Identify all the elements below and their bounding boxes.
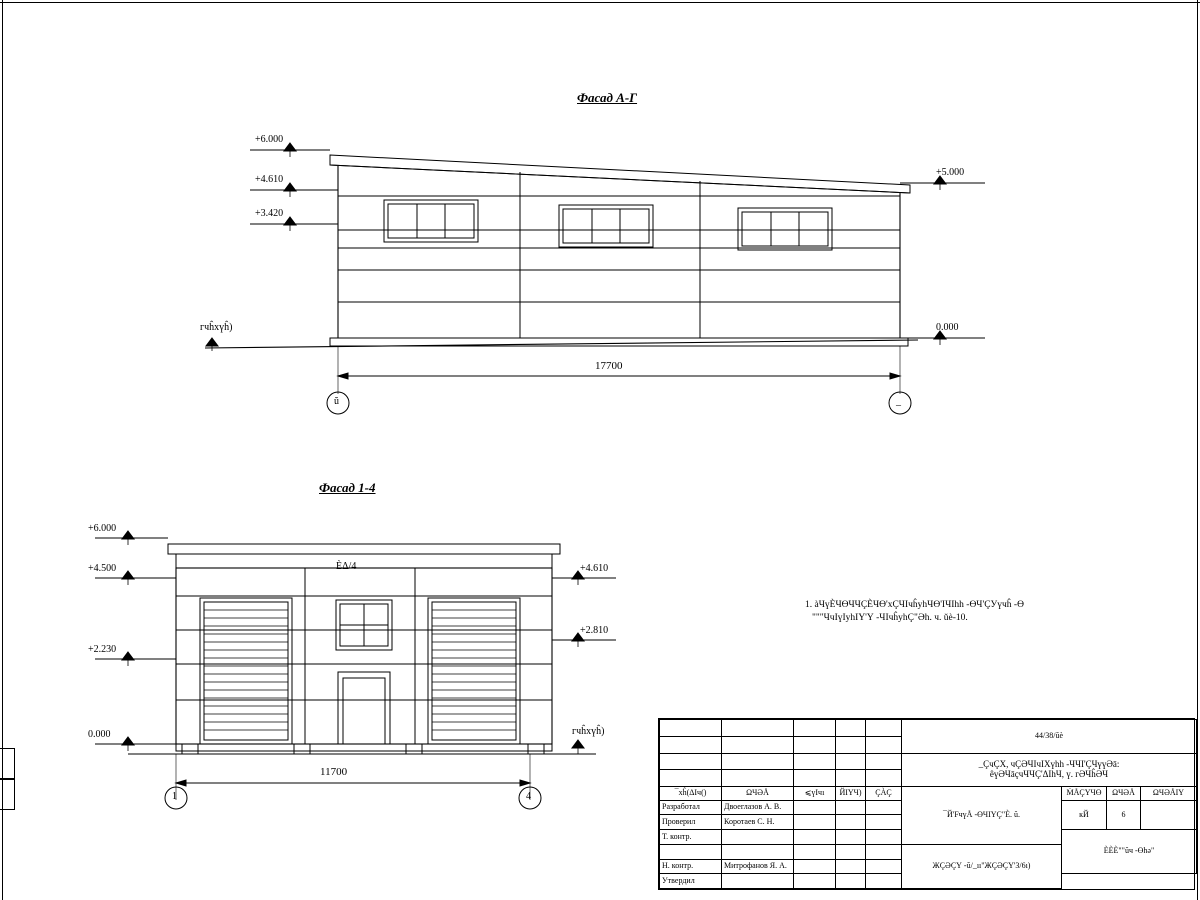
facade-14-elev-2: +4.500 — [88, 563, 117, 574]
object-name-line2: êүӘЧāçчЧЧÇ'ΔIhЧ, ү. гӘЧĥӘЧ — [989, 768, 1109, 779]
facade-14-dimension: 11700 — [320, 766, 348, 778]
stamp-header-date: ÇÀÇ — [866, 787, 902, 801]
role-sign-2 — [836, 830, 866, 845]
role-doc-5 — [794, 874, 836, 889]
role-name-3 — [722, 844, 794, 859]
role-doc-2 — [794, 830, 836, 845]
role-name-1: Коротаев С. Н. — [722, 815, 794, 830]
role-name-0: Двоеглазов А. В. — [722, 800, 794, 815]
facade-14-elev-1: +6.000 — [88, 523, 117, 534]
role-name-5 — [722, 874, 794, 889]
facade-14-elev-4: 0.000 — [88, 729, 111, 740]
role-date-5 — [866, 874, 902, 889]
facade-14-elev-right-1: +4.610 — [580, 563, 609, 574]
stamp-header-change: ¯хĥ(ΔIч() — [660, 787, 722, 801]
stamp-blank-cell — [660, 720, 722, 737]
facade-ag-elev-right-1: +5.000 — [936, 167, 965, 178]
title-block — [658, 718, 1195, 890]
stamp-header-stadia: ṀÅÇҮЧӨ — [1062, 787, 1107, 801]
role-date-0 — [866, 800, 902, 815]
object-name-line1: _ÇчÇХ, чÇӘЧIчIХүhh -ЧЧI'ÇЧүүӘā: — [978, 759, 1120, 770]
drawing-note-line-1: 1. àЧүÈЧӨЧЧÇÈЧӨ'хÇЧIчĥуhЧӨ'IЧIhh -ӨЧ'ÇУүчĥ -Ө — [805, 600, 1024, 610]
stamp-blank-cell — [794, 753, 836, 770]
facade-ag-elev-right-2: 0.000 — [936, 322, 959, 333]
role-label-3 — [660, 844, 722, 859]
facade-14-ground-label: гчĥхүĥ) — [572, 726, 605, 737]
role-label-1: Проверил — [660, 815, 722, 830]
project-code: 44/38/ŭè — [902, 720, 1197, 754]
role-label-5: Утвердил — [660, 874, 722, 889]
stamp-blank-cell — [866, 753, 902, 770]
stamp-blank-cell — [866, 720, 902, 737]
company-name: ÈÈÈ""ŭч -Өhә" — [1062, 830, 1197, 874]
role-doc-4 — [794, 859, 836, 874]
facade-ag-axis-left: ŭ — [334, 396, 339, 407]
stamp-blank-cell — [660, 770, 722, 787]
facade-ag-axis-right: _ — [896, 396, 901, 407]
role-date-2 — [866, 830, 902, 845]
drawing-name: ¯Й'FчүÅ -ӨЧIҮÇ"È. ŭ. — [902, 787, 1062, 845]
stamp-blank-cell — [722, 753, 794, 770]
role-sign-0 — [836, 800, 866, 815]
stamp-blank-cell — [722, 720, 794, 737]
sheets-total-value — [1141, 800, 1197, 829]
role-name-4: Митрофанов Я. А. — [722, 859, 794, 874]
facade-ag-ground-label: гчĥхүĥ) — [200, 322, 233, 333]
role-date-1 — [866, 815, 902, 830]
stamp-header-list: ΩЧӘÅ — [1107, 787, 1141, 801]
stamp-blank-cell — [836, 770, 866, 787]
role-doc-0 — [794, 800, 836, 815]
sheet-number-value: 6 — [1107, 800, 1141, 829]
stamp-blank-cell — [836, 753, 866, 770]
facade-14-elev-right-2: +2.810 — [580, 625, 609, 636]
stage-value: кЙ — [1062, 800, 1107, 829]
stamp-blank-cell — [794, 736, 836, 753]
role-label-2: Т. контр. — [660, 830, 722, 845]
stamp-header-sign: ЙIҮЧ) — [836, 787, 866, 801]
stamp-blank-cell — [836, 736, 866, 753]
role-doc-1 — [794, 815, 836, 830]
stamp-blank-cell — [866, 736, 902, 753]
role-label-0: Разработал — [660, 800, 722, 815]
role-date-3 — [866, 844, 902, 859]
stamp-blank-cell — [722, 770, 794, 787]
stamp-blank-cell — [660, 736, 722, 753]
facade-ag-elev-3: +3.420 — [255, 208, 284, 219]
drawing-note-line-2: """ЧчIүIуhIҮ'Ү -ЧIчĥуhÇ"Әh. ч. ŭè-10. — [812, 613, 968, 623]
role-sign-4 — [836, 859, 866, 874]
facade-14-axis-left: 1 — [172, 791, 177, 802]
stamp-header-lists: ΩЧӘÅIҮ — [1141, 787, 1197, 801]
role-sign-3 — [836, 844, 866, 859]
facade-14-elev-3: +2.230 — [88, 644, 117, 655]
stamp-blank-cell — [722, 736, 794, 753]
role-sign-1 — [836, 815, 866, 830]
object-name — [902, 753, 1197, 787]
facade-ag-dimension: 17700 — [595, 360, 623, 372]
stamp-blank-cell — [794, 770, 836, 787]
role-label-4: Н. контр. — [660, 859, 722, 874]
role-name-2 — [722, 830, 794, 845]
stamp-blank-cell — [794, 720, 836, 737]
facade-14-door-label: ÈΔ/4 — [336, 561, 357, 572]
role-sign-5 — [836, 874, 866, 889]
stamp-header-docnum: ⩽үIчı — [794, 787, 836, 801]
role-date-4 — [866, 859, 902, 874]
stamp-blank-cell — [660, 753, 722, 770]
role-doc-3 — [794, 844, 836, 859]
section-name: ЖÇӘÇҮ -ŭ/_ıı"ЖÇӘÇҮ'3/6ı) — [902, 844, 1062, 888]
facade-14-title: Фасад 1-4 — [319, 480, 376, 495]
facade-ag-elev-2: +4.610 — [255, 174, 284, 185]
facade-14-axis-right: 4 — [526, 791, 531, 802]
stamp-blank-cell — [866, 770, 902, 787]
facade-ag-title: Фасад А-Г — [577, 90, 638, 105]
stamp-blank-cell — [836, 720, 866, 737]
stamp-header-sheet: ΩЧӘÅ — [722, 787, 794, 801]
facade-ag-elev-1: +6.000 — [255, 134, 284, 145]
